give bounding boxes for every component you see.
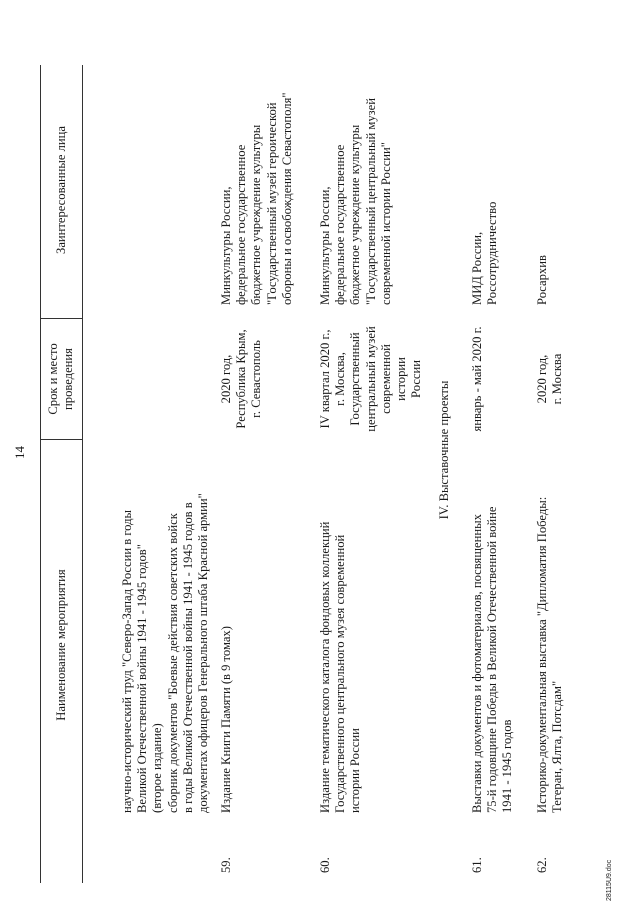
table-header-rule [82, 65, 83, 883]
row-62-number: 62. [535, 857, 549, 873]
file-footer: 28115U9.doc [606, 859, 613, 901]
header-name: Наименование мероприятия [54, 569, 68, 721]
row-59-name: Издание Книги Памяти (в 9 томах) [219, 626, 233, 813]
row-62-name: Историко-документальная выставка "Дипломатия Победы: Тегеран, Ялта, Потсдам" [535, 496, 565, 813]
page-number: 14 [12, 446, 27, 459]
row-60-term: IV квартал 2020 г., г. Москва, Государственный центральный музей современной истории России [318, 326, 424, 432]
row-60-persons: Минкультуры России, федеральное государственное бюджетное учреждение культуры "Государственный центральный музей современной истории России" [318, 98, 393, 305]
column-divider-left [40, 439, 82, 440]
table-top-rule [40, 65, 41, 883]
row-62-persons: Росархив [535, 255, 549, 305]
header-persons: Заинтересованные лица [54, 126, 68, 254]
row-61-number: 61. [470, 857, 484, 873]
row-59-number: 59. [219, 857, 233, 873]
row-62-term: 2020 год, г. Москва [535, 353, 565, 405]
row-59-persons: Минкультуры России, федеральное государственное бюджетное учреждение культуры "Государственный музей героической обороны и освобождения Севастополя" [219, 92, 294, 305]
row-59-term: 2020 год, Республика Крым, г. Севастополь [219, 329, 264, 429]
section-heading: IV. Выставочные проекты [437, 380, 451, 520]
row-61-name: Выставки документов и фотоматериалов, посвященных 75-й годовщине Победы в Великой Отечественной войне 1941 - 1945 годов [470, 506, 515, 813]
row-60-name: Издание тематического каталога фондовых коллекций Государственного центрального музея современной истории России [318, 521, 363, 813]
row-61-persons: МИД России, Россотрудничество [470, 201, 500, 305]
row-60-number: 60. [318, 857, 332, 873]
row-61-term: январь - май 2020 г. [470, 326, 484, 432]
column-divider-right [40, 318, 82, 319]
continuation-name: научно-исторический труд "Северо-Запад России в годы Великой Отечественной войны 1941 - 1945 годов" (второе издание) сборник документов "Боевые действия советских войск в годы Великой Отечественной войны 1941 - 1945 годов в документах офицеров Генерального штаба Красной армии" [120, 493, 211, 813]
header-term: Срок и место проведения [46, 343, 76, 415]
